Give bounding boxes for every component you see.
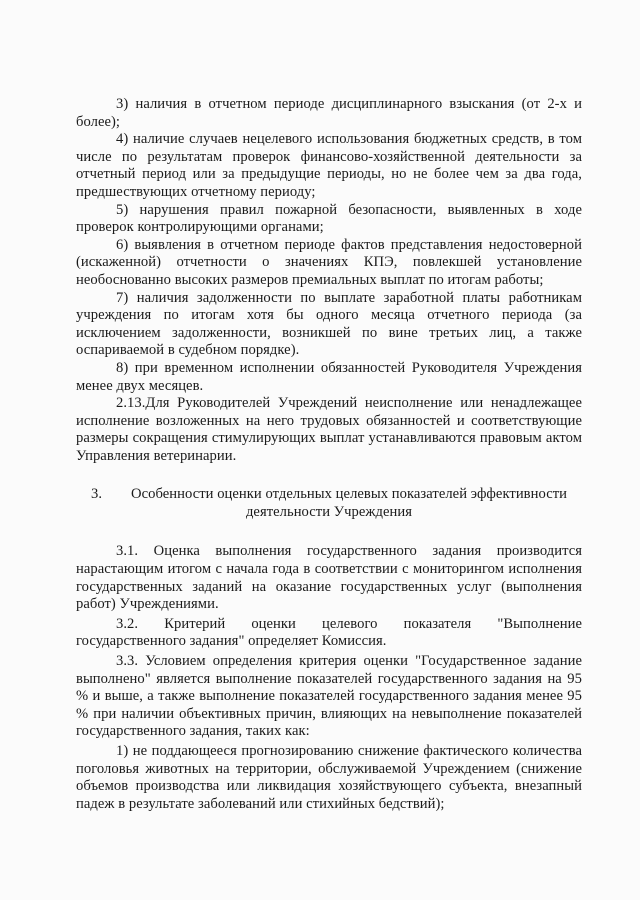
section-3-heading [76,485,582,521]
paragraph-3-3-item-1: 1) не поддающееся прогнозированию снижение фактического количества поголовья животных на территории, обслуживаемой Учреждением (снижение объемов производства или ликвидация хозяйствующего субъекта, внезапный падеж в результате заболеваний или стихийных бедствий); [76,743,582,812]
paragraph-2-13: 2.13.Для Руководителей Учреждений неисполнение или ненадлежащее исполнение возложенных на него трудовых обязанностей и соответствующие размеры сокращения стимулирующих выплат устанавливаются правовым актом Управления ветеринарии. [76,395,582,464]
section-3-title: Особенности оценки отдельных целевых показателей эффективности деятельности Учреждения [130,486,568,521]
paragraph-item-4: 4) наличие случаев нецелевого использования бюджетных средств, в том числе по результатам проверок финансово-хозяйственной деятельности за отчетный период или за предыдущие периоды, но не более чем за два года, предшествующих отчетному периоду; [76,131,582,200]
paragraph-3-2: 3.2. Критерий оценки целевого показателя "Выполнение государственного задания" определяет Комиссия. [76,615,582,650]
document-body [76,96,582,813]
paragraph-item-6: 6) выявления в отчетном периоде фактов представления недостоверной (искаженной) отчетности о значениях КПЭ, повлекшей установление необоснованно высоких размеров премиальных выплат по итогам работы; [76,236,582,288]
paragraph-item-3: 3) наличия в отчетном периоде дисциплинарного взыскания (от 2-х и более); [76,96,582,130]
section-3-number: 3. [90,486,103,503]
paragraph-item-7: 7) наличия задолженности по выплате заработной платы работникам учреждения по итогам хотя бы одного месяца отчетного периода (за исключением задолженности, возникшей по вине третьих лиц, а также оспариваемой в судебном порядке). [76,289,582,359]
paragraph-3-3: 3.3. Условием определения критерия оценки "Государственное задание выполнено" является выполнение показателей государственного задания на 95 % и выше, а также выполнение показателей государственного задания менее 95 % при наличии объективных причин, влияющих на невыполнение показателей государственного задания, таких как: [76,653,582,740]
paragraph-item-5: 5) нарушения правил пожарной безопасности, выявленных в ходе проверок контролирующими органами; [76,201,582,236]
paragraph-item-8: 8) при временном исполнении обязанностей Руководителя Учреждения менее двух месяцев. [76,359,582,394]
paragraph-3-1: 3.1. Оценка выполнения государственного задания производится нарастающим итогом с начала года в соответствии с мониторингом исполнения государственных заданий на оказание государственных услуг (выполнения работ) Учреждениями. [76,543,582,613]
